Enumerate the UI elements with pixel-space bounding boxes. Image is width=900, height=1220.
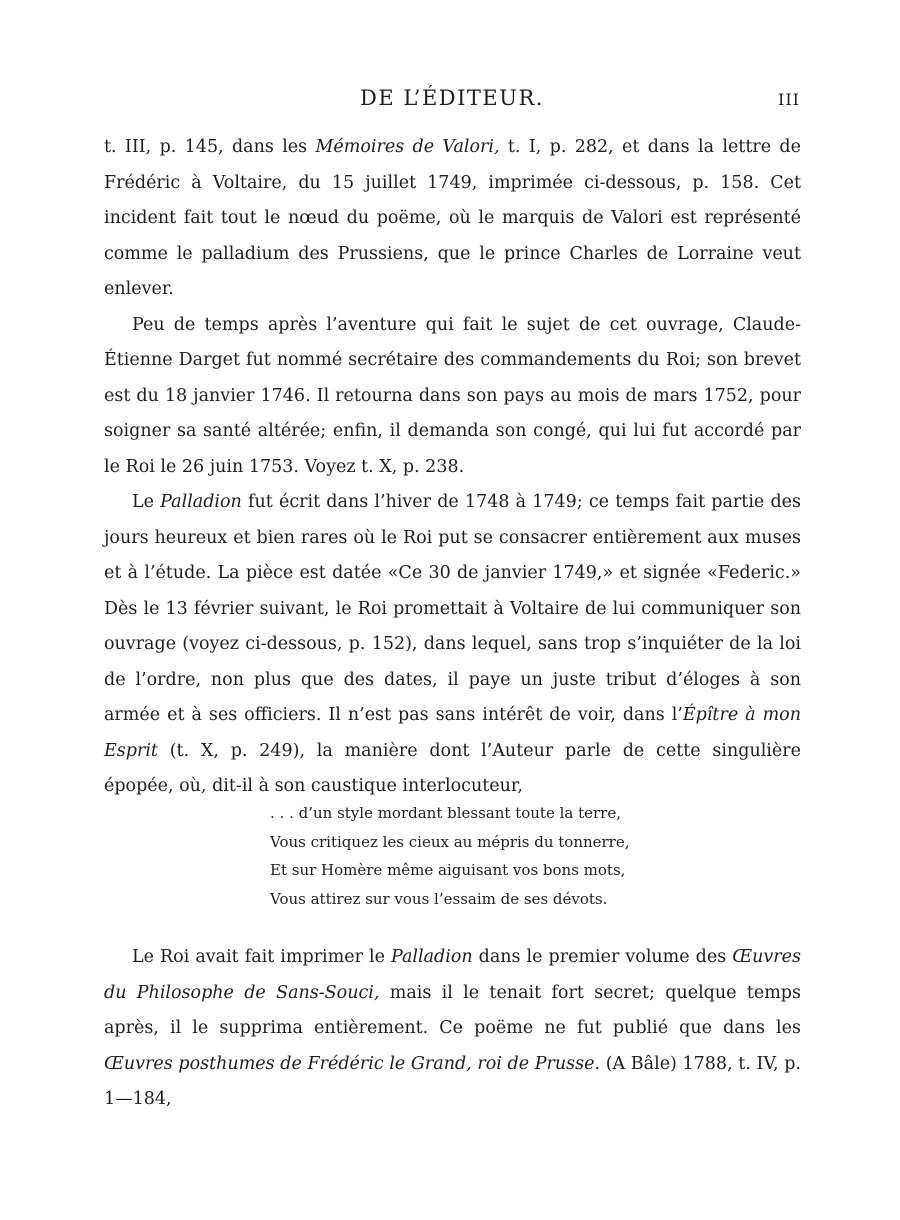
text-run: Le Roi avait fait imprimer le bbox=[132, 947, 391, 967]
verse-line: Vous critiquez les cieux au mépris du tonnerre, bbox=[270, 832, 630, 851]
text-run: fut écrit dans l’hiver de 1748 à 1749; ce temps fait partie des jours heureux et bien rares où le Roi put se consacrer entièrement aux muses et à l’étude. La pièce est datée «Ce 30 de janvier 1749,» et signée «Federic.» Dès le 13 février suivant, le Roi promettait à Voltaire de lui communiquer son ouvrage (voyez ci-dessous, p. 152), dans lequel, sans trop s’inquiéter de la loi de l’ordre, non plus que des dates, il paye un juste tribut d’éloges à son armée et à ses officiers. Il n’est pas sans intérêt de voir, dans l’ bbox=[104, 492, 802, 725]
paragraph-4 bbox=[104, 940, 801, 1118]
verse-quotation bbox=[270, 799, 630, 913]
body-text bbox=[104, 130, 801, 805]
italic-run: Épître à mon Esprit bbox=[104, 705, 801, 761]
running-header bbox=[104, 86, 800, 116]
italic-run: Palladion bbox=[390, 947, 473, 967]
page-number: III bbox=[778, 90, 800, 109]
body-text-continued bbox=[104, 940, 801, 1118]
text-run: t. III, p. 145, dans les bbox=[104, 137, 316, 157]
verse-line: Et sur Homère même aiguisant vos bons mots, bbox=[270, 861, 626, 879]
paragraph-1 bbox=[104, 130, 801, 308]
text-run: Le bbox=[132, 492, 161, 512]
italic-run: Œuvres du Philosophe de Sans-Souci, bbox=[104, 947, 801, 1003]
text-run: mais il le tenait fort secret; quelque temps après, il le supprima entièrement. Ce poëme ne fut publié que dans les bbox=[104, 982, 801, 1038]
text-run: (A Bâle) 1788, t. IV, p. 1—184, bbox=[104, 1053, 801, 1109]
text-run: dans le premier volume des bbox=[472, 947, 733, 967]
verse-line: . . . d’un style mordant blessant toute la terre, bbox=[270, 804, 621, 822]
italic-run: Mémoires de Valori, bbox=[315, 137, 500, 157]
italic-run: Palladion bbox=[160, 492, 242, 512]
running-title: DE L’ÉDITEUR. bbox=[360, 86, 544, 110]
text-run: (t. X, p. 249), la manière dont l’Auteur parle de cette singulière épopée, où, dit-il à son caustique interlocuteur, bbox=[104, 740, 801, 796]
text-run: Peu de temps après l’aventure qui fait le sujet de cet ouvrage, Claude-Étienne Darget fut nommé secrétaire des commandements du Roi; son brevet est du 18 janvier 1746. Il retourna dans son pays au mois de mars 1752, pour soigner sa santé altérée; enfin, il demanda son congé, qui lui fut accordé par le Roi le 26 juin 1753. Voyez t. X, p. 238. bbox=[104, 314, 801, 477]
verse-line: Vous attirez sur vous l’essaim de ses dévots. bbox=[270, 889, 608, 908]
paragraph-3 bbox=[104, 485, 801, 805]
italic-run: Œuvres posthumes de Frédéric le Grand, roi de Prusse. bbox=[104, 1053, 601, 1074]
paragraph-2 bbox=[104, 308, 801, 486]
text-run: t. I, p. 282, et dans la lettre de Frédéric à Voltaire, du 15 juillet 1749, imprimée ci-dessous, p. 158. Cet incident fait tout le nœud du poëme, où le marquis de Valori est représenté comme le palladium des Prussiens, que le prince Charles de Lorraine veut enlever. bbox=[104, 137, 801, 299]
